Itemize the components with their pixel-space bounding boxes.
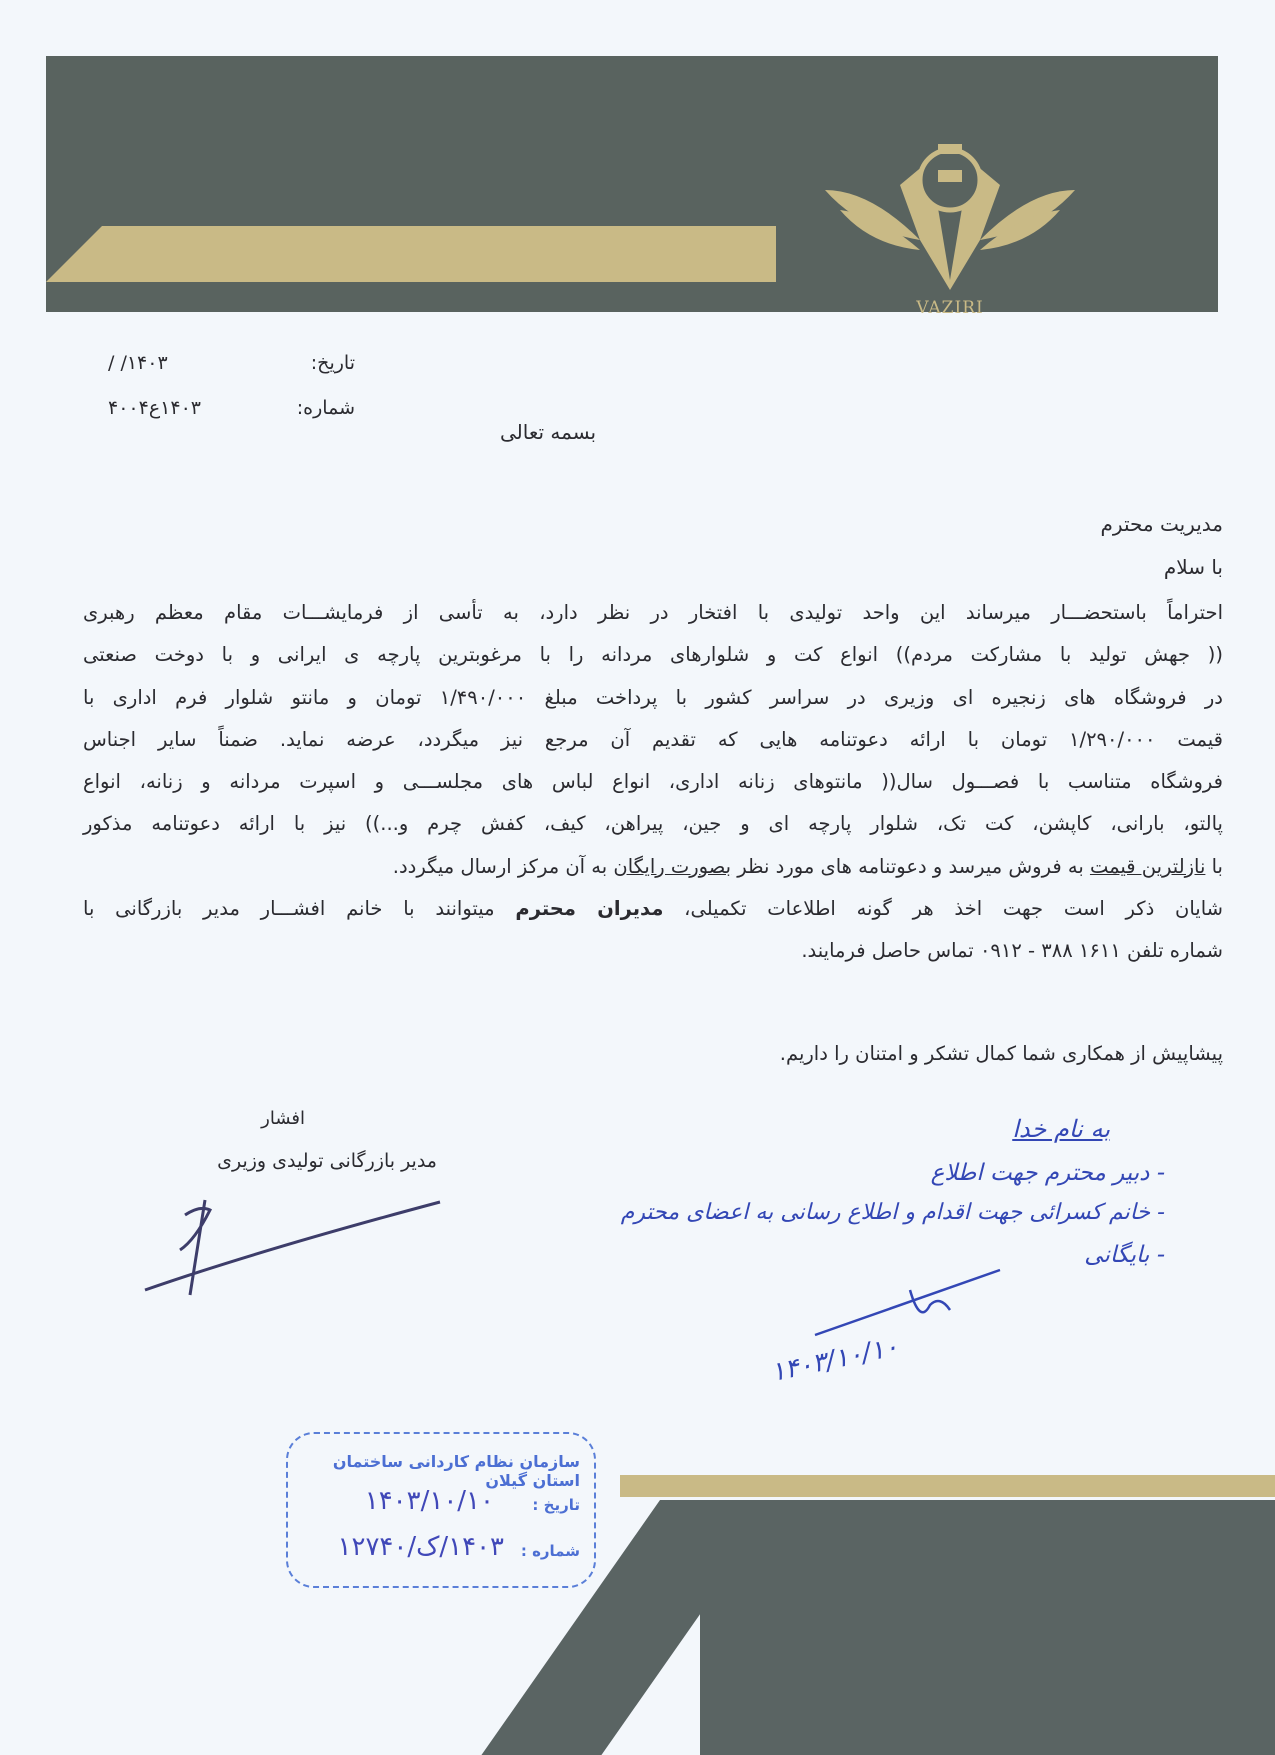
body-line: فروشگاه متناسب با فصـــول سال(( مانتوهای زنانه اداری، انواع لباس های مجلســـی و اسپرت مردانه و زنانه، انواع	[83, 770, 1223, 794]
signature-scribble-icon	[140, 1190, 460, 1300]
closing-line: پیشاپیش از همکاری شما کمال تشکر و امتنان را داریم.	[779, 1041, 1223, 1065]
brand-name: VAZIRI	[916, 298, 984, 318]
underlined-text: بصورت رایگان	[613, 854, 732, 878]
body-line: احتراماً باستحضـــار میرساند این واحد تولیدی با افتخار در نظر دارد، به تأسی از فرمایشـــات مقام معظم رهبری	[83, 601, 1223, 624]
underlined-text: نازلترین قیمت	[1089, 854, 1206, 878]
body-line: پالتو، بارانی، کاپشن، کت تک، شلوار پارچه ای و جین، پیراهن، کیف، کفش چرم و...)) نیز با ارائه دعوتنامه مذکور	[83, 812, 1223, 836]
handwritten-date: ۱۴۰۳/۱۰/۱۰	[768, 1331, 901, 1389]
stamp-org: سازمان نظام کاردانی ساختمان استان گیلان	[332, 1452, 580, 1490]
text: به آن مرکز ارسال میگردد.	[392, 854, 614, 878]
body-line	[83, 846, 1223, 888]
text: به فروش میرسد و دعوتنامه های مورد نظر	[731, 854, 1090, 878]
text: میتوانند با خانم افشـــار مدیر بازرگانی با	[83, 897, 516, 921]
footer-band	[700, 1500, 1275, 1755]
greeting: با سلام	[1163, 555, 1223, 579]
body-line	[83, 888, 1223, 930]
addressee: مدیریت محترم	[1100, 512, 1223, 536]
logo-emblem-icon	[820, 130, 1080, 300]
text: شایان ذکر است جهت اخذ هر گونه اطلاعات تکمیلی،	[663, 897, 1223, 921]
handwritten-signature-icon	[810, 1265, 1010, 1345]
bold-text: مدیران محترم	[515, 897, 664, 921]
text: با	[1205, 854, 1223, 878]
footer-gold-stripe	[620, 1475, 1275, 1497]
stamp-number-value: ۱۴۰۳/ک/۱۲۷۴۰	[337, 1532, 504, 1562]
stamp-date-value: ۱۴۰۳/۱۰/۱۰	[364, 1486, 494, 1516]
handwritten-heading: به نام خدا	[1012, 1115, 1110, 1143]
handwritten-item: - خانم کسرائی جهت اقدام و اطلاع رسانی به اعضای محترم	[620, 1200, 1165, 1225]
stamp-date-label: تاریخ :	[532, 1496, 580, 1514]
signatory-title: مدیر بازرگانی تولیدی وزیری	[217, 1150, 437, 1172]
vaziri-logo	[820, 130, 1080, 330]
signatory-name: افشار	[261, 1108, 305, 1129]
date-label: تاریخ:	[310, 352, 355, 374]
handwritten-item: - دبیر محترم جهت اطلاع	[930, 1160, 1165, 1186]
body-line: قیمت ۱/۲۹۰/۰۰۰ تومان با ارائه دعوتنامه هایی که تقدیم آن مرجع نیز میگردد، عرضه نماید. ضمناً سایر اجناس	[83, 727, 1224, 751]
letter-body	[83, 592, 1223, 1075]
body-line: شماره تلفن ۱۶۱۱ ۳۸۸ - ۰۹۱۲ تماس حاصل فرمایند.	[801, 939, 1223, 963]
stamp-number-label: شماره :	[520, 1542, 580, 1560]
body-line: در فروشگاه های زنجیره ای وزیری در سراسر کشور با پرداخت مبلغ ۱/۴۹۰/۰۰۰ تومان و مانتو شلوار فرم اداری با	[83, 685, 1223, 709]
body-line: (( جهش تولید با مشارکت مردم)) انواع کت و شلوارهای مردانه را با مرغوبترین پارچه ی ایرانی و با دوخت صنعتی	[83, 643, 1223, 667]
number-value: ۱۴۰۳ع۴۰۰۴	[108, 397, 201, 419]
handwritten-item: - بایگانی	[1084, 1242, 1165, 1268]
invocation: بسمه تعالی	[500, 420, 597, 444]
number-label: شماره:	[296, 397, 355, 419]
gold-stripe-diagonal	[46, 226, 402, 282]
stamp	[286, 1432, 596, 1588]
date-value: ۱۴۰۳/ /	[108, 352, 168, 374]
